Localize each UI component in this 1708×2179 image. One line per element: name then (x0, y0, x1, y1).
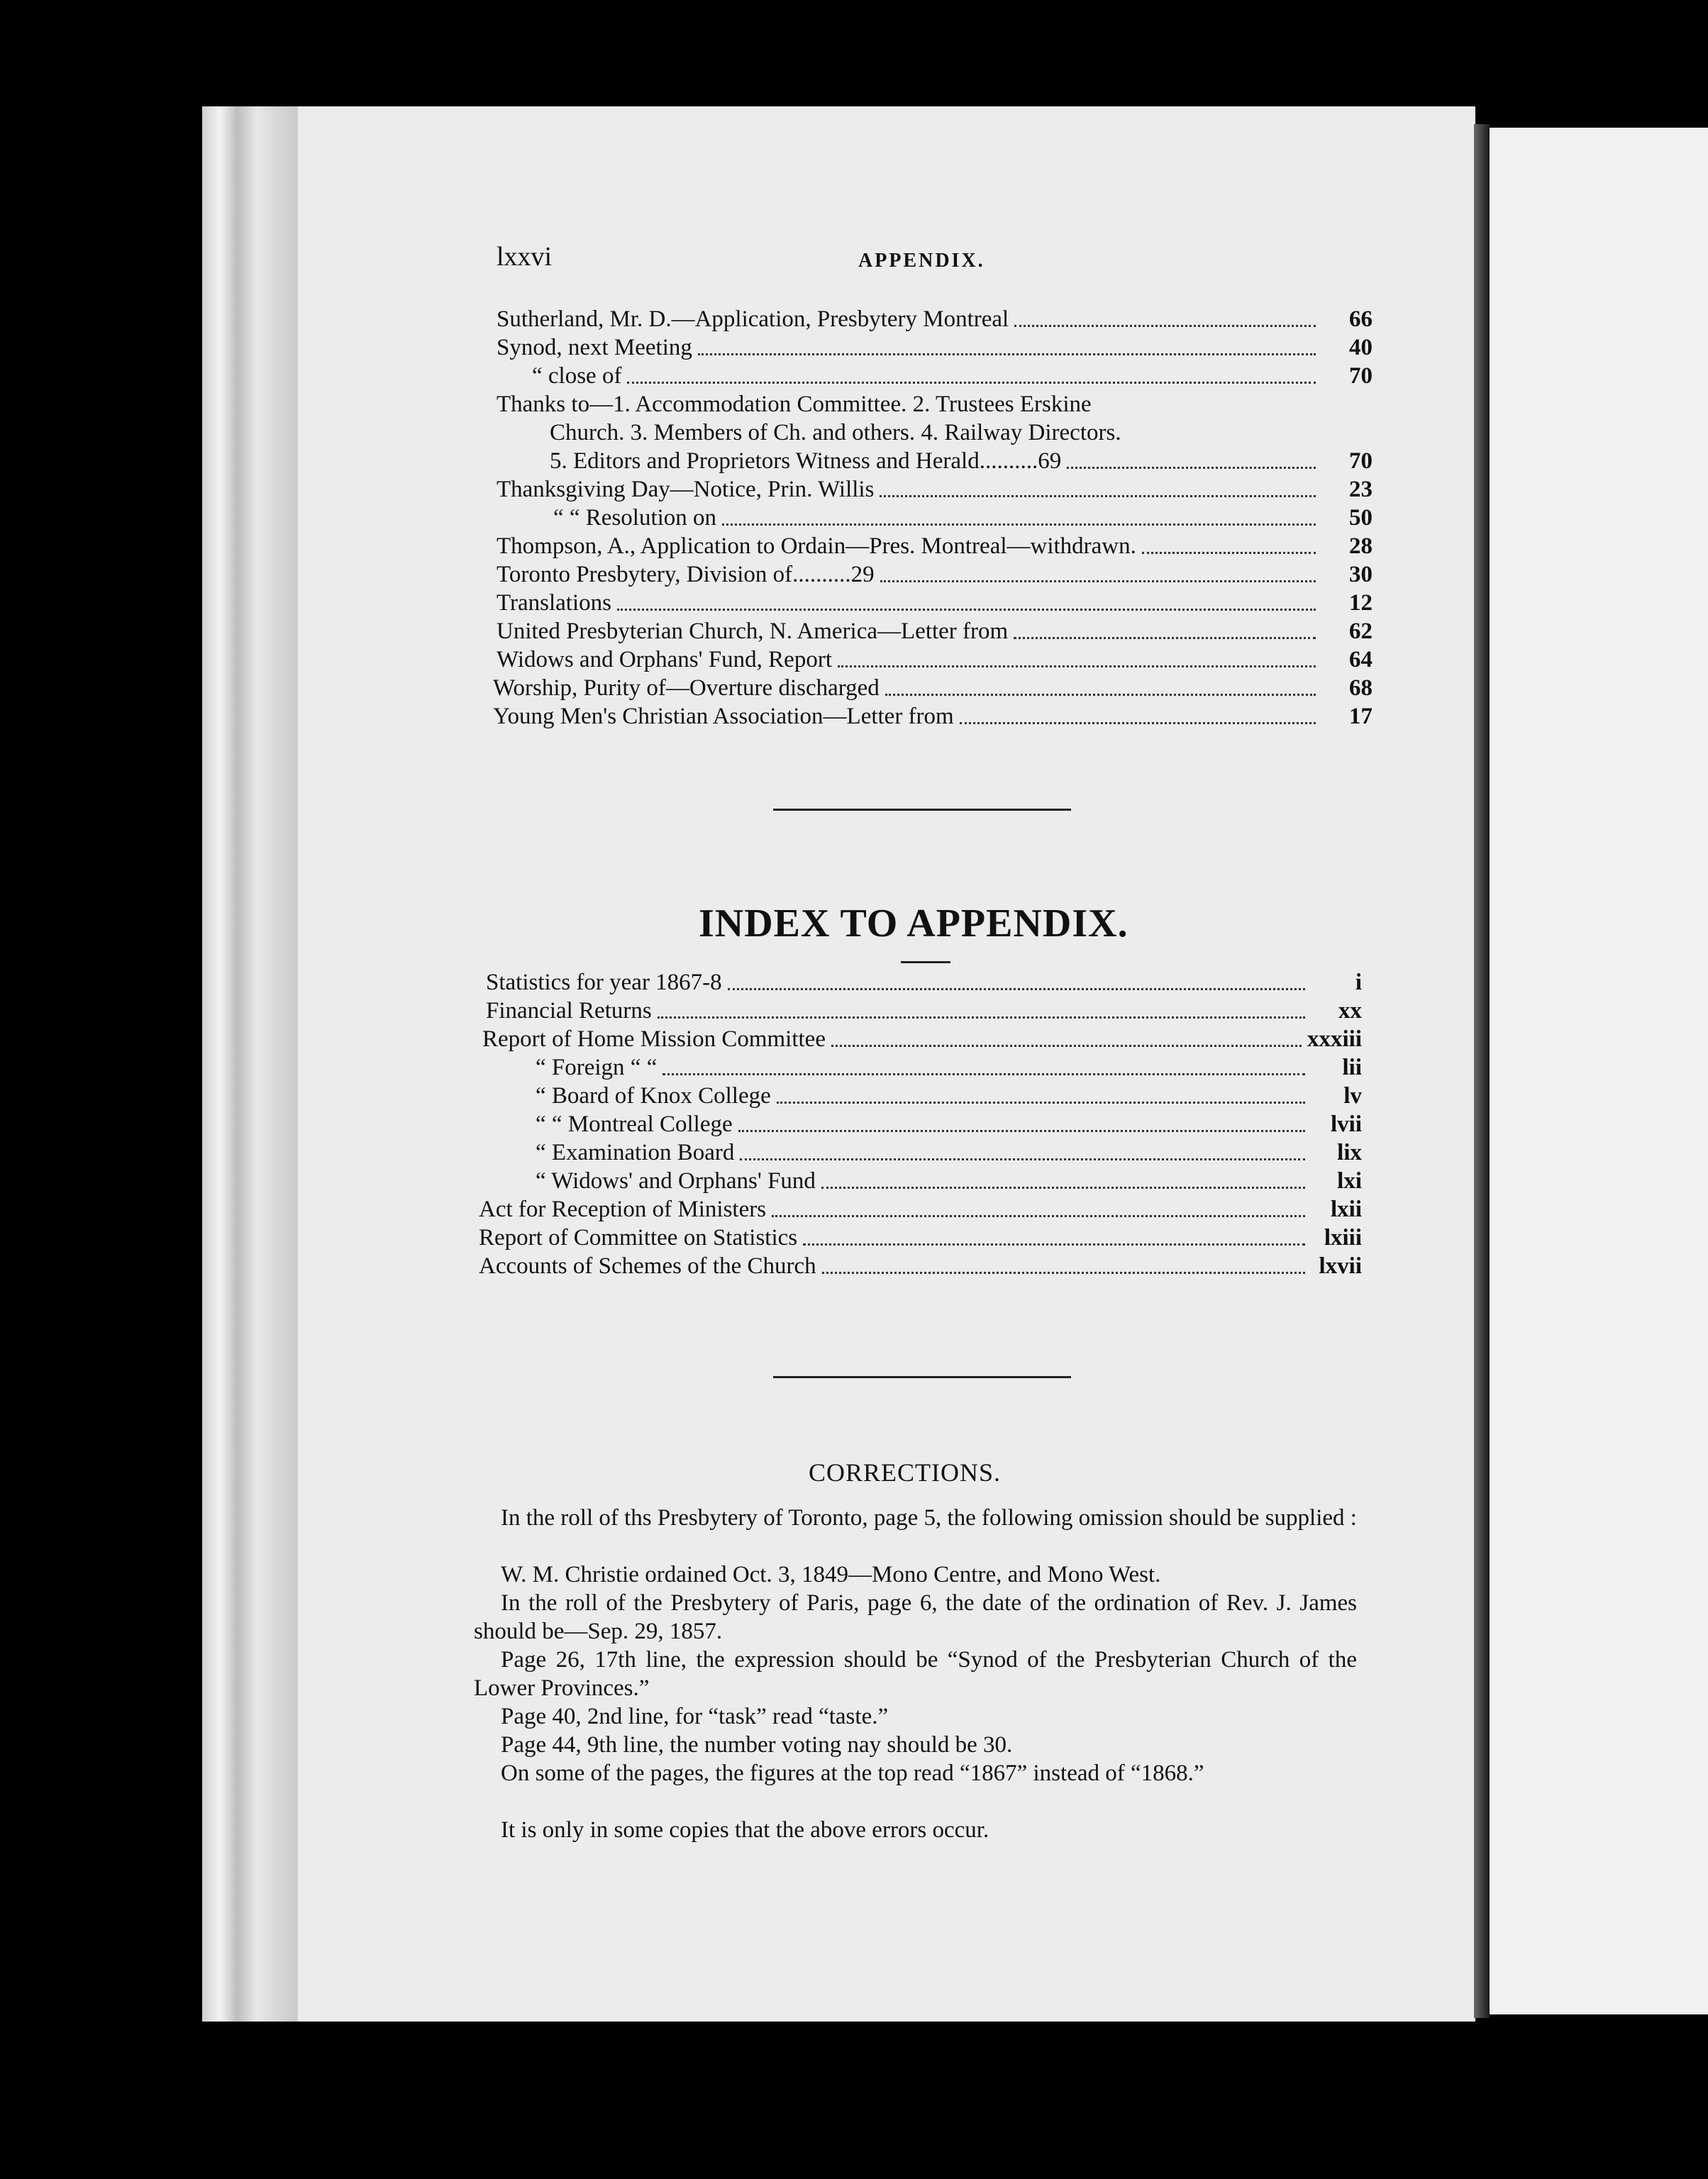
entry-text: Accounts of Schemes of the Church (479, 1253, 816, 1279)
entry-text: Toronto Presbytery, Division of..........29 (497, 562, 875, 587)
entry-text: Thanks to—1. Accommodation Committee. 2. Trustees Erskine (497, 392, 1092, 417)
entry-text: Widows and Orphans' Fund, Report (497, 647, 832, 672)
correction-paragraph: It is only in some copies that the above errors occur. (501, 1817, 989, 1843)
index-entry (486, 997, 1362, 1025)
entry-pages: lv (1343, 1083, 1362, 1109)
index-entry (486, 968, 1362, 997)
entry-text: Synod, next Meeting (497, 335, 692, 360)
dot-leader (662, 1070, 1305, 1075)
entry-pages: xx (1338, 998, 1362, 1024)
entry-text: Church. 3. Members of Ch. and others. 4. Railway Directors. (550, 420, 1121, 445)
entry-text: “ Examination Board (536, 1140, 735, 1165)
entry-text: “ “ Resolution on (553, 505, 717, 531)
entry-text: Sutherland, Mr. D.—Application, Presbytery Montreal (497, 306, 1009, 332)
entry-text: Thanksgiving Day—Notice, Prin. Willis (497, 477, 875, 502)
entry-pages: lxvii (1319, 1253, 1362, 1279)
entry-text: “ Widows' and Orphans' Fund (536, 1168, 816, 1194)
dot-leader (617, 606, 1316, 611)
corrections-title: CORRECTIONS. (809, 1458, 1002, 1487)
index-entry (497, 305, 1372, 333)
dot-leader (1142, 549, 1316, 554)
running-title: APPENDIX. (858, 250, 985, 272)
index-entry (536, 1110, 1362, 1138)
section-divider (773, 1376, 1071, 1378)
correction-paragraph: Page 40, 2nd line, for “task” read “taste.” (501, 1704, 889, 1729)
entry-pages: lvii (1330, 1111, 1362, 1137)
dot-leader (822, 1269, 1305, 1274)
entry-text: Worship, Purity of—Overture discharged (493, 675, 880, 701)
entry-pages: i (1355, 970, 1362, 995)
dot-leader (698, 350, 1316, 355)
index-entry (497, 390, 1319, 418)
index-entry (497, 333, 1372, 362)
entry-pages: 70 (1349, 363, 1372, 389)
entry-pages: lix (1337, 1140, 1362, 1165)
dot-leader (1014, 634, 1316, 639)
entry-text: Translations (497, 590, 611, 616)
page-number: lxxvi (497, 242, 553, 272)
entry-pages: lxi (1337, 1168, 1362, 1194)
index-entry (532, 362, 1372, 390)
entry-text: Act for Reception of Ministers (479, 1197, 767, 1222)
index-entry (550, 447, 1372, 475)
index-entry (479, 1252, 1362, 1280)
entry-pages: 64 (1349, 647, 1372, 672)
correction-paragraph: In the roll of ths Presbytery of Toronto, page 5, the following omission should be supplied : (501, 1505, 1357, 1531)
dot-leader (772, 1212, 1305, 1217)
entry-pages: 40 (1349, 335, 1372, 360)
correction-paragraph: On some of the pages, the figures at the top read “1867” instead of “1868.” (501, 1761, 1204, 1786)
entry-pages: 62 (1349, 619, 1372, 644)
dot-leader (880, 492, 1316, 497)
entry-pages: 17 (1349, 704, 1372, 729)
index-entry (497, 645, 1372, 674)
index-entry (553, 504, 1372, 532)
entry-pages: 66 (1349, 306, 1372, 332)
index-entry (479, 1224, 1362, 1252)
index-entry (550, 418, 1319, 447)
dot-leader (803, 1241, 1305, 1246)
entry-text: Report of Committee on Statistics (479, 1225, 798, 1251)
dot-leader (627, 379, 1316, 384)
entry-text: Thompson, A., Application to Ordain—Pres. Montreal—withdrawn. (497, 533, 1136, 559)
title-underline (901, 961, 950, 963)
entry-pages: 12 (1349, 590, 1372, 616)
entry-pages: lii (1342, 1055, 1362, 1080)
dot-leader (658, 1014, 1305, 1019)
dot-leader (831, 1042, 1302, 1047)
index-entry (497, 617, 1372, 645)
entry-text: “ close of (532, 363, 622, 389)
index-entry (479, 1195, 1362, 1224)
index-entry (536, 1053, 1362, 1082)
entry-pages: 23 (1349, 477, 1372, 502)
entry-pages: xxxiii (1307, 1026, 1362, 1052)
correction-paragraph: W. M. Christie ordained Oct. 3, 1849—Mono Centre, and Mono West. (501, 1562, 1161, 1587)
dot-leader (1014, 322, 1316, 327)
entry-pages: 70 (1349, 448, 1372, 474)
dot-leader (885, 691, 1316, 696)
dot-leader (738, 1127, 1305, 1132)
entry-text: “ “ Montreal College (536, 1111, 733, 1137)
facing-page (1490, 128, 1708, 2014)
dot-leader (821, 1184, 1305, 1189)
entry-text: 5. Editors and Proprietors Witness and Herald..........69 (550, 448, 1062, 474)
entry-pages: 30 (1349, 562, 1372, 587)
dot-leader (740, 1155, 1305, 1160)
index-entry (497, 560, 1372, 589)
dot-leader (728, 985, 1305, 990)
entry-pages: 68 (1349, 675, 1372, 701)
index-title: INDEX TO APPENDIX. (699, 902, 1128, 946)
entry-pages: lxiii (1324, 1225, 1362, 1251)
index-entry (536, 1167, 1362, 1195)
dot-leader (722, 521, 1316, 526)
index-entry (493, 702, 1372, 731)
section-divider (773, 809, 1071, 811)
index-entry (482, 1025, 1362, 1053)
entry-pages: lxii (1330, 1197, 1362, 1222)
entry-text: Statistics for year 1867-8 (486, 970, 722, 995)
book-spine-edge (202, 106, 301, 2022)
index-entry (536, 1138, 1362, 1167)
entry-text: Report of Home Mission Committee (482, 1026, 826, 1052)
entry-pages: 50 (1349, 505, 1372, 531)
index-entry (497, 475, 1372, 504)
entry-text: “ Foreign “ “ (536, 1055, 658, 1080)
index-entry (497, 532, 1372, 560)
correction-paragraph: Page 44, 9th line, the number voting nay should be 30. (501, 1732, 1013, 1758)
entry-pages: 28 (1349, 533, 1372, 559)
dot-leader (960, 719, 1316, 724)
index-entry (497, 589, 1372, 617)
dot-leader (838, 662, 1316, 667)
page-gutter-shadow (1474, 124, 1490, 2018)
dot-leader (1067, 464, 1316, 469)
entry-text: “ Board of Knox College (536, 1083, 771, 1109)
entry-text: United Presbyterian Church, N. America—Letter from (497, 619, 1009, 644)
entry-text: Young Men's Christian Association—Letter from (493, 704, 954, 729)
dot-leader (777, 1099, 1305, 1104)
correction-paragraph: Page 26, 17th line, the expression should be “Synod of the Presbyterian Church of the Lower Provinces.” (474, 1647, 1357, 1701)
entry-text: Financial Returns (486, 998, 652, 1024)
index-entry (536, 1082, 1362, 1110)
index-entry (493, 674, 1372, 702)
dot-leader (880, 577, 1316, 582)
correction-paragraph: In the roll of the Presbytery of Paris, page 6, the date of the ordination of Rev. J. James should be—Sep. 29, 1857. (474, 1590, 1357, 1644)
